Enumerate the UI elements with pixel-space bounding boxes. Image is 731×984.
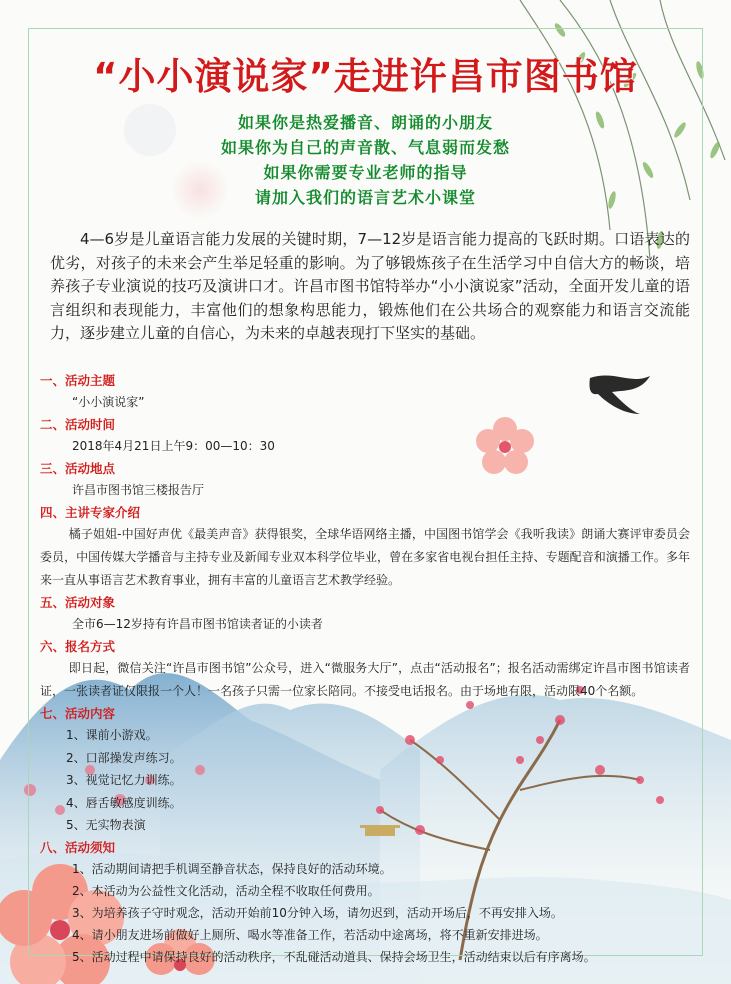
section-heading-signup: 六、报名方式 xyxy=(40,639,116,654)
list-item: 5、无实物表演 xyxy=(66,818,146,832)
slogan-line: 如果你是热爱播音、朗诵的小朋友 xyxy=(237,113,493,132)
section-heading-time: 二、活动时间 xyxy=(40,417,116,432)
section-text-place: 许昌市图书馆三楼报告厅 xyxy=(72,483,205,497)
section-heading-theme: 一、活动主题 xyxy=(40,373,116,388)
slogan-line: 如果你为自己的声音散、气息弱而发愁 xyxy=(220,138,510,157)
list-item: 2、本活动为公益性文化活动，活动全程不收取任何费用。 xyxy=(72,883,380,898)
section-heading-target: 五、活动对象 xyxy=(40,595,116,610)
section-text-expert: 橘子姐姐-中国好声优《最美声音》获得银奖，全球华语网络主播，中国图书馆学会《我听我读》朗诵大赛评审委员会委员，中国传媒大学播音与主持专业及新闻专业双本科学位毕业，曾在多家省电视台担任主持、专题配音和演播工作。多年来一直从事语言艺术教育事业，拥有丰富的儿童语言艺术教学经验。 xyxy=(40,527,690,587)
list-item: 1、课前小游戏。 xyxy=(66,728,158,742)
section-heading-contents: 七、活动内容 xyxy=(40,706,116,721)
page-title: “小小演说家”走进许昌市图书馆 xyxy=(93,55,638,98)
list-item: 3、视觉记忆力训练。 xyxy=(66,773,182,787)
list-item: 2、口部操发声练习。 xyxy=(66,750,182,765)
section-text-time: 2018年4月21日上午9：00—10：30 xyxy=(72,439,275,453)
list-item: 4、唇舌敏感度训练。 xyxy=(66,795,182,810)
list-item: 4、请小朋友进场前做好上厕所、喝水等准备工作，若活动中途离场，将不重新安排进场。 xyxy=(72,927,548,942)
list-item: 1、活动期间请把手机调至静音状态，保持良好的活动环境。 xyxy=(72,861,392,876)
section-text-target: 全市6—12岁持有许昌市图书馆读者证的小读者 xyxy=(72,617,323,631)
slogan-line: 请加入我们的语言艺术小课堂 xyxy=(254,188,476,207)
list-item: 3、为培养孩子守时观念，活动开始前10分钟入场，请勿迟到，活动开场后，不再安排入场。 xyxy=(72,905,563,920)
section-heading-place: 三、活动地点 xyxy=(40,461,116,476)
slogan-block xyxy=(0,110,731,210)
slogan-line: 如果你需要专业老师的指导 xyxy=(263,163,468,182)
list-item: 5、活动过程中请保持良好的活动秩序，不乱碰活动道具、保持会场卫生，活动结束以后有序离场。 xyxy=(72,949,596,964)
intro-paragraph: 4—6岁是儿童语言能力发展的关键时期，7—12岁是语言能力提高的飞跃时期。口语表达的优劣，对孩子的未来会产生举足轻重的影响。为了够锻炼孩子在生活学习中自信大方的畅谈，培养孩子专业演说的技巧及演讲口才。许昌市图书馆特举办“小小演说家”活动，全面开发儿童的语言组织和表现能力，丰富他们的想象构思能力，锻炼他们在公共场合的观察能力和语言交流能力，逐步建立儿童的自信心，为未来的卓越表现打下坚实的基础。 xyxy=(50,230,690,342)
sections xyxy=(40,370,690,968)
section-heading-expert: 四、主讲专家介绍 xyxy=(40,505,141,520)
section-heading-notes: 八、活动须知 xyxy=(40,839,116,855)
section-text-signup: 即日起，微信关注“许昌市图书馆”公众号，进入“微服务大厅”，点击“活动报名”；报名活动需绑定许昌市图书馆读者证，一张读者证仅限报一个人！一名孩子只需一位家长陪同。不接受电话报名。由于场地有限，活动限40个名额。 xyxy=(40,661,690,698)
section-text-theme: “小小演说家” xyxy=(72,395,145,409)
